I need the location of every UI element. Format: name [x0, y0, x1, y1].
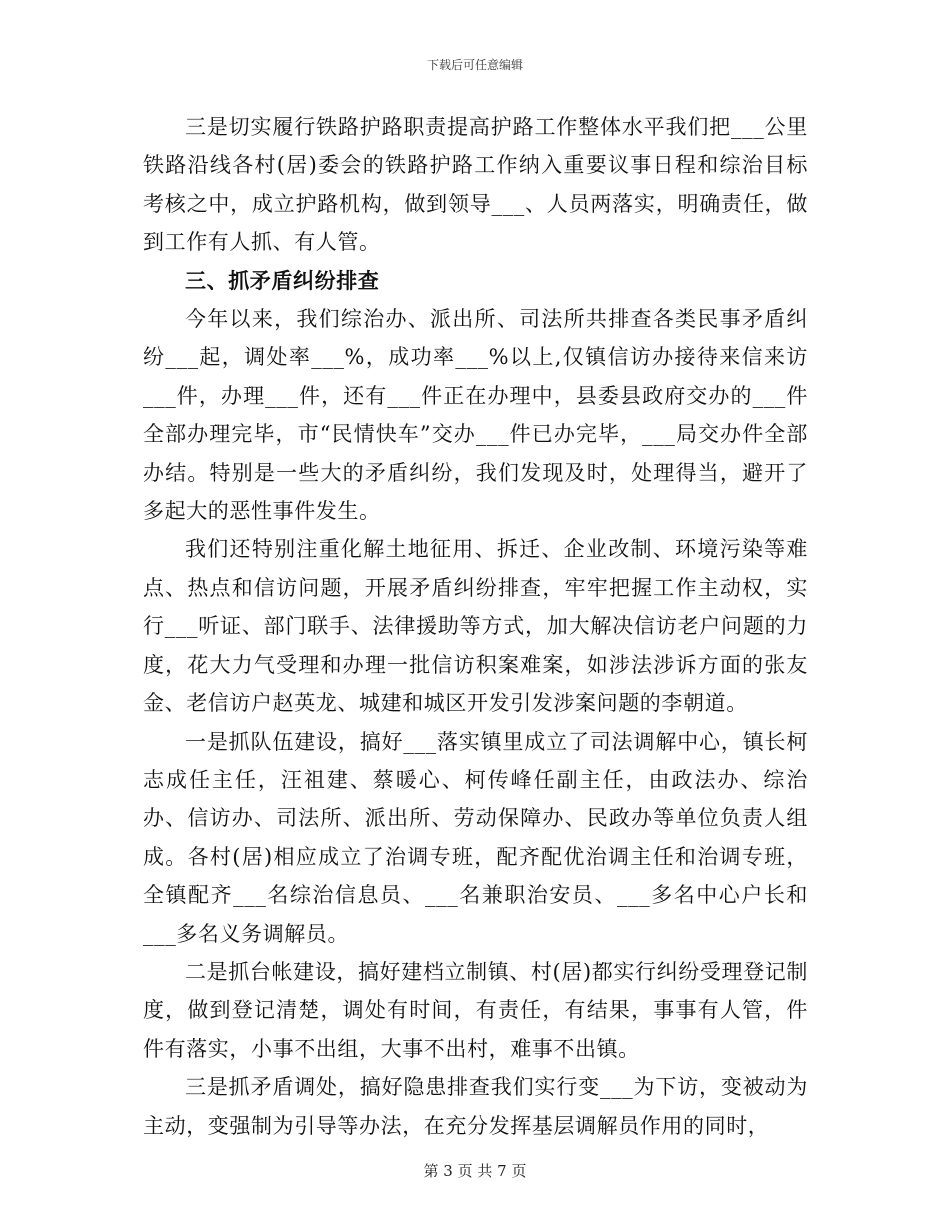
document-body: [143, 108, 808, 1145]
paragraph-difficult-issues: 我们还特别注重化解土地征用、拆迁、企业改制、环境污染等难点、热点和信访问题，开展矛盾纠纷排查，牢牢把握工作主动权，实行___听证、部门联手、法律援助等方式，加大解决信访老户问题的力度，花大力气受理和办理一批信访积案难案，如涉法涉诉方面的张友金、老信访户赵英龙、城建和城区开发引发涉案问题的李朝道。: [143, 537, 808, 716]
paragraph-ledger-building: 二是抓台帐建设，搞好建档立制镇、村(居)都实行纠纷受理登记制度，做到登记清楚，调处有时间，有责任，有结果，事事有人管，件件有落实，小事不出组，大事不出村，难事不出镇。: [143, 959, 808, 1061]
paragraph-railway-protection: 三是切实履行铁路护路职责提高护路工作整体水平我们把___公里铁路沿线各村(居)委会的铁路护路工作纳入重要议事日程和综治目标考核之中，成立护路机构，做到领导___、人员两落实，明确责任，做到工作有人抓、有人管。: [143, 115, 808, 255]
paragraph-team-building: 一是抓队伍建设，搞好___落实镇里成立了司法调解中心，镇长柯志成任主任，汪祖建、蔡暖心、柯传峰任副主任，由政法办、综治办、信访办、司法所、派出所、劳动保障办、民政办等单位负责人组成。各村(居)相应成立了治调专班，配齐配优治调主任和治调专班，全镇配齐___名综治信息员、___名兼职治安员、___多名中心户长和___多名义务调解员。: [143, 729, 808, 946]
paragraph-conflict-mediation: 三是抓矛盾调处，搞好隐患排查我们实行变___为下访，变被动为主动，变强制为引导等办法，在充分发挥基层调解员作用的同时，: [143, 1075, 808, 1138]
section-heading-dispute-screening: 三、抓矛盾纠纷排查: [185, 267, 380, 293]
page-header: 下载后可任意编辑: [426, 58, 523, 72]
paragraph-dispute-statistics: 今年以来，我们综治办、派出所、司法所共排查各类民事矛盾纠纷___起，调处率___%，成功率___%以上,仅镇信访办接待来信来访___件，办理___件，还有___件正在办理中，县委县政府交办的___件全部办理完毕，市“民情快车”交办___件已办完毕，___局交办件全部办结。特别是一些大的矛盾纠纷，我们发现及时，处理得当，避开了多起大的恶性事件发生。: [143, 307, 808, 524]
page-number: 第 3 页 共 7 页: [423, 1162, 527, 1180]
